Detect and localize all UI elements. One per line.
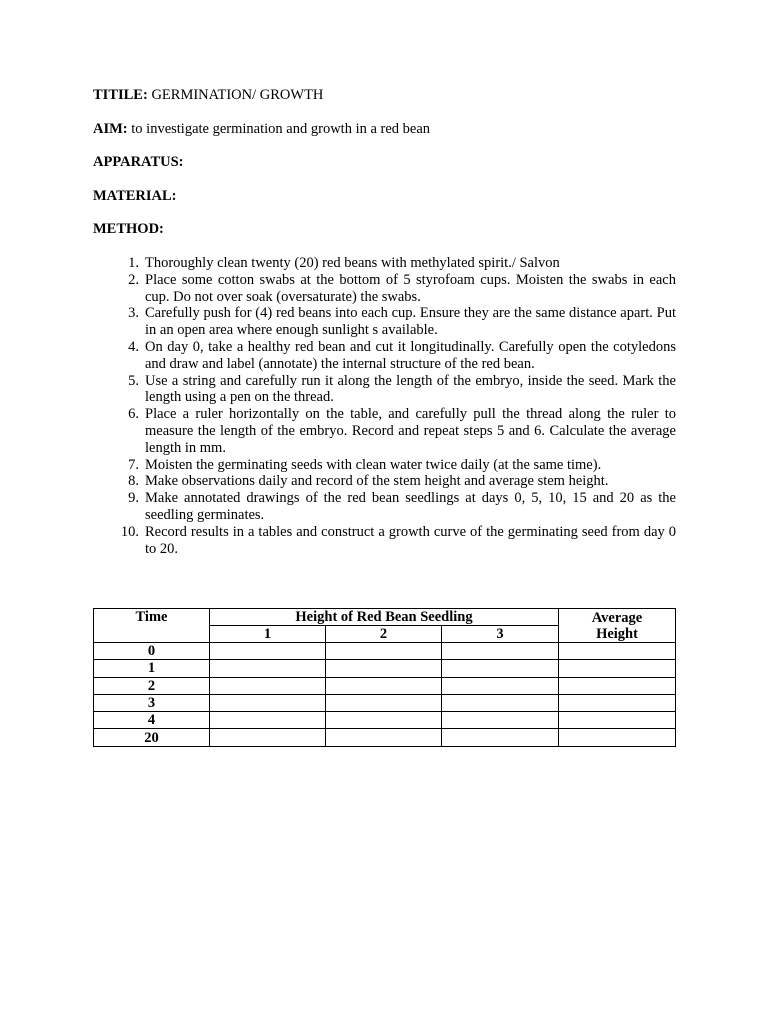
empty-data-cell[interactable] bbox=[559, 677, 676, 694]
average-height-header bbox=[559, 609, 676, 643]
time-cell: 0 bbox=[94, 643, 210, 660]
step-number: 5. bbox=[128, 372, 139, 389]
table-row bbox=[94, 694, 676, 711]
step-number: 2. bbox=[128, 271, 139, 288]
method-label: METHOD: bbox=[93, 221, 164, 237]
empty-data-cell[interactable] bbox=[210, 643, 326, 660]
empty-data-cell[interactable] bbox=[210, 729, 326, 746]
empty-data-cell[interactable] bbox=[559, 712, 676, 729]
table-row bbox=[94, 677, 676, 694]
empty-data-cell[interactable] bbox=[442, 729, 559, 746]
method-step bbox=[102, 490, 676, 524]
empty-data-cell[interactable] bbox=[326, 729, 442, 746]
step-number: 4. bbox=[128, 338, 139, 355]
results-table bbox=[93, 608, 676, 747]
empty-data-cell[interactable] bbox=[326, 694, 442, 711]
empty-data-cell[interactable] bbox=[210, 677, 326, 694]
aim-line bbox=[93, 121, 430, 138]
method-line bbox=[93, 221, 164, 238]
empty-data-cell[interactable] bbox=[326, 712, 442, 729]
method-step bbox=[102, 272, 676, 306]
empty-data-cell[interactable] bbox=[442, 660, 559, 677]
time-cell: 1 bbox=[94, 660, 210, 677]
step-text: Place some cotton swabs at the bottom of 5 styrofoam cups. Moisten the swabs in each cup. Do not over soak (oversaturate) the swabs. bbox=[145, 271, 676, 305]
step-number: 10. bbox=[120, 523, 139, 540]
step-text: Make annotated drawings of the red bean seedlings at days 0, 5, 10, 15 and 20 as the seedling germinates. bbox=[145, 490, 676, 523]
aim-label: AIM: bbox=[93, 121, 128, 137]
empty-data-cell[interactable] bbox=[442, 643, 559, 660]
method-step bbox=[102, 373, 676, 407]
method-step bbox=[102, 457, 676, 474]
step-text: Make observations daily and record of the stem height and average stem height. bbox=[145, 473, 609, 490]
title-label: TITILE: bbox=[93, 87, 148, 103]
method-steps-list bbox=[102, 255, 676, 557]
step-text: Record results in a tables and construct a growth curve of the germinating seed from day 0 to 20. bbox=[145, 523, 676, 557]
method-step bbox=[102, 473, 676, 490]
empty-data-cell[interactable] bbox=[559, 643, 676, 660]
empty-data-cell[interactable] bbox=[326, 677, 442, 694]
step-text: Thoroughly clean twenty (20) red beans with methylated spirit./ Salvon bbox=[145, 255, 560, 271]
apparatus-label: APPARATUS: bbox=[93, 154, 184, 170]
step-text: Use a string and carefully run it along the length of the embryo, inside the seed. Mark the length using a pen on the thread. bbox=[145, 372, 676, 406]
title-line bbox=[93, 87, 323, 104]
step-number: 3. bbox=[128, 305, 139, 322]
time-cell: 20 bbox=[94, 729, 210, 746]
step-number: 9. bbox=[128, 490, 139, 507]
step-text: Carefully push for (4) red beans into each cup. Ensure they are the same distance apart. Put in an open area where enough sunlight s available. bbox=[145, 305, 676, 339]
table-row bbox=[94, 729, 676, 746]
empty-data-cell[interactable] bbox=[559, 694, 676, 711]
material-label: MATERIAL: bbox=[93, 188, 177, 204]
step-text: On day 0, take a healthy red bean and cut it longitudinally. Carefully open the cotyledons and draw and label (annotate) the internal structure of the red bean. bbox=[145, 338, 676, 372]
apparatus-line bbox=[93, 154, 183, 171]
empty-data-cell[interactable] bbox=[442, 677, 559, 694]
step-number: 7. bbox=[128, 456, 139, 473]
method-step bbox=[102, 339, 676, 373]
step-number: 6. bbox=[128, 406, 139, 423]
seedling-1-header: 1 bbox=[210, 626, 326, 643]
empty-data-cell[interactable] bbox=[210, 694, 326, 711]
time-cell: 2 bbox=[94, 677, 210, 694]
empty-data-cell[interactable] bbox=[442, 694, 559, 711]
empty-data-cell[interactable] bbox=[559, 729, 676, 746]
seedling-2-header: 2 bbox=[326, 626, 442, 643]
height-group-header: Height of Red Bean Seedling bbox=[210, 609, 559, 626]
aim-value: to investigate germination and growth in a red bean bbox=[131, 121, 431, 137]
empty-data-cell[interactable] bbox=[210, 660, 326, 677]
seedling-3-header: 3 bbox=[442, 626, 559, 643]
method-step bbox=[102, 524, 676, 558]
method-step bbox=[102, 305, 676, 339]
title-value: GERMINATION/ GROWTH bbox=[151, 87, 324, 103]
table-row bbox=[94, 712, 676, 729]
empty-data-cell[interactable] bbox=[559, 660, 676, 677]
step-number: 8. bbox=[128, 473, 139, 490]
average-header-line2: Height bbox=[596, 625, 638, 642]
time-header: Time bbox=[94, 609, 210, 643]
step-text: Place a ruler horizontally on the table, and carefully pull the thread along the ruler to measure the length of the embryo. Record and repeat steps 5 and 6. Calculate the average length in mm. bbox=[145, 406, 676, 456]
time-cell: 4 bbox=[94, 712, 210, 729]
average-header-line1: Average bbox=[591, 609, 643, 626]
step-text: Moisten the germinating seeds with clean water twice daily (at the same time). bbox=[145, 456, 602, 473]
step-number: 1. bbox=[128, 255, 139, 271]
table-row bbox=[94, 643, 676, 660]
table-row bbox=[94, 660, 676, 677]
empty-data-cell[interactable] bbox=[326, 660, 442, 677]
material-line bbox=[93, 188, 177, 205]
empty-data-cell[interactable] bbox=[326, 643, 442, 660]
empty-data-cell[interactable] bbox=[442, 712, 559, 729]
time-cell: 3 bbox=[94, 694, 210, 711]
empty-data-cell[interactable] bbox=[210, 712, 326, 729]
method-step bbox=[102, 255, 676, 272]
method-step bbox=[102, 406, 676, 456]
